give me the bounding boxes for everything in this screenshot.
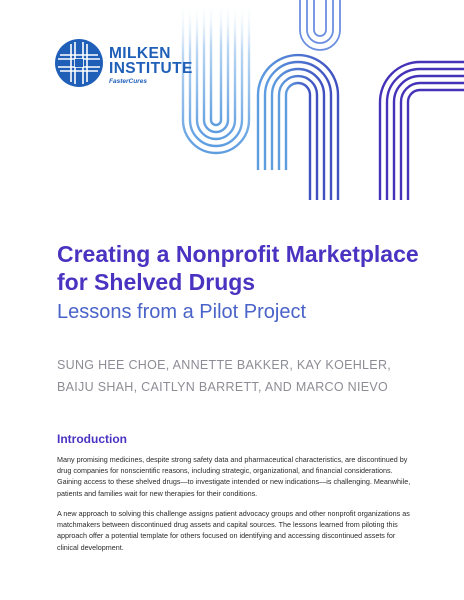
section-heading-introduction: Introduction xyxy=(57,432,127,446)
author-list: SUNG HEE CHOE, ANNETTE BAKKER, KAY KOEHLER, BAIJU SHAH, CAITLYN BARRETT, AND MARCO NIEVO xyxy=(57,358,392,394)
logo-name-line1: MILKEN xyxy=(109,45,171,62)
intro-paragraph-1: Many promising medicines, despite strong safety data and pharmaceutical characteristics, are discontinued by drug companies for nonscientific reasons, including strategic, organizational, and financial considerations. Gaining access to these shelved drugs—to investigate intended or new indications—is challenging. Meanwhile, patients and families wait for new therapies for their conditions. xyxy=(57,455,411,498)
decorative-line-art xyxy=(0,0,464,200)
document-title: Creating a Nonprofit Marketplace for Shelved Drugs xyxy=(57,241,419,295)
logo-subbrand: FasterCures xyxy=(109,78,147,85)
right-curve-stripes xyxy=(380,62,464,200)
milken-globe-logo-icon xyxy=(54,38,104,88)
logo-name-line2: INSTITUTE xyxy=(109,60,193,77)
logo-wordmark xyxy=(109,46,193,85)
middle-arch-stripes xyxy=(258,55,338,200)
left-u-stripes xyxy=(183,0,249,153)
intro-paragraph-2: A new approach to solving this challenge assigns patient advocacy groups and other nonprofit organizations as matchmakers between discontinued drug assets and capital sources. The lessons learned from piloting this approach offer a potential template for others focused on identifying and accessing discontinued assets for clinical development. xyxy=(57,509,410,552)
document-subtitle: Lessons from a Pilot Project xyxy=(57,301,306,323)
upper-right-stripes xyxy=(300,0,340,50)
